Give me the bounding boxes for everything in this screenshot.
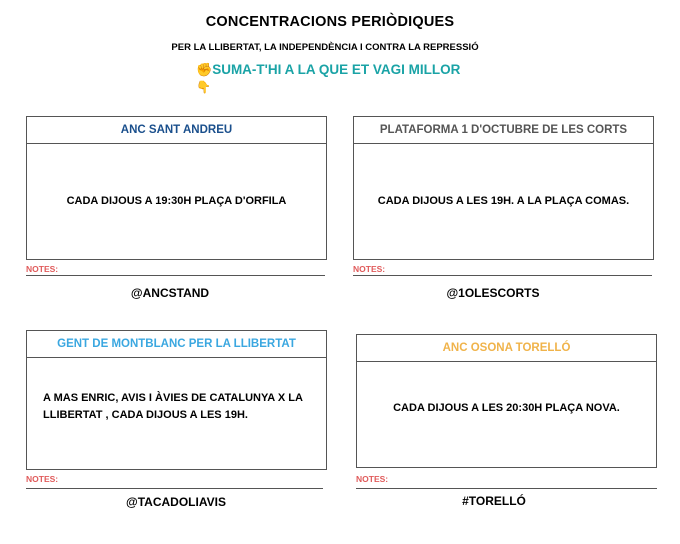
- page-title: CONCENTRACIONS PERIÒDIQUES: [205, 14, 455, 30]
- page-subtitle: PER LA LLIBERTAT, LA INDEPENDÈNCIA I CONTRA LA REPRESSIÓ: [171, 42, 479, 53]
- card-anc-osona-torello: [356, 334, 657, 468]
- card-heading: GENT DE MONTBLANC PER LA LLIBERTAT: [27, 331, 326, 358]
- card-body: CADA DIJOUS A LES 19H. A LA PLAÇA COMAS.: [377, 195, 630, 207]
- pointing-down-icon: 👇: [196, 80, 211, 94]
- notes-line: [26, 488, 323, 489]
- card-handle: @1OLESCORTS: [446, 286, 540, 300]
- card-body: CADA DIJOUS A 19:30H PLAÇA D'ORFILA: [66, 195, 287, 207]
- card-body: A MAS ENRIC, AVIS I ÀVIES DE CATALUNYA X LA LLIBERTAT , CADA DIJOUS A LES 19H.: [43, 392, 303, 421]
- raised-fist-icon: ✊: [196, 62, 213, 77]
- card-anc-sant-andreu: [26, 116, 327, 260]
- notes-label: NOTES:: [356, 474, 389, 484]
- cta-text: SUMA-T'HI A LA QUE ET VAGI MILLOR: [212, 62, 461, 77]
- card-handle: @TACADOLIAVIS: [126, 495, 226, 509]
- call-to-action: [196, 62, 460, 78]
- card-heading: ANC OSONA TORELLÓ: [357, 335, 656, 362]
- notes-label: NOTES:: [26, 474, 59, 484]
- notes-label: NOTES:: [353, 264, 386, 274]
- card-plataforma-les-corts: [353, 116, 654, 260]
- card-handle: @ANCSTAND: [130, 286, 210, 300]
- card-heading: PLATAFORMA 1 D'OCTUBRE DE LES CORTS: [354, 117, 653, 144]
- card-handle: #TORELLÓ: [462, 494, 526, 508]
- notes-line: [26, 275, 325, 276]
- notes-line: [356, 488, 657, 489]
- card-gent-de-montblanc: [26, 330, 327, 470]
- card-heading: ANC SANT ANDREU: [27, 117, 326, 144]
- card-body: CADA DIJOUS A LES 20:30H PLAÇA NOVA.: [393, 402, 620, 414]
- notes-line: [353, 275, 652, 276]
- notes-label: NOTES:: [26, 264, 59, 274]
